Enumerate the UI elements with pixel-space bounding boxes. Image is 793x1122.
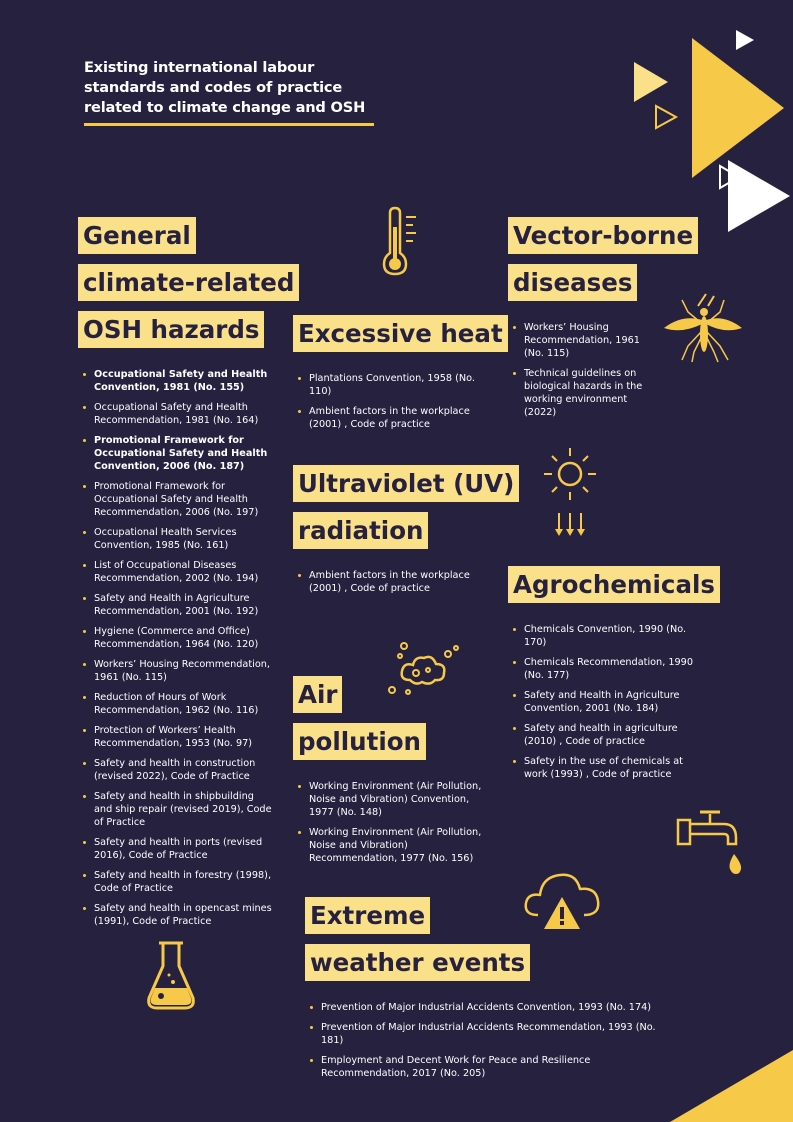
vector-list bbox=[510, 321, 660, 426]
list-item: Working Environment (Air Pollution, Noise and Vibration) Recommendation, 1977 (No. 156) bbox=[295, 826, 485, 865]
list-item: Occupational Safety and Health Recommendation, 1981 (No. 164) bbox=[80, 401, 275, 427]
decorative-triangles bbox=[620, 20, 793, 240]
heat-list bbox=[295, 372, 485, 438]
list-item: Workers’ Housing Recommendation, 1961 (No. 115) bbox=[510, 321, 660, 360]
list-item: Working Environment (Air Pollution, Noise and Vibration) Convention, 1977 (No. 148) bbox=[295, 780, 485, 819]
list-item: List of Occupational Diseases Recommendation, 2002 (No. 194) bbox=[80, 559, 275, 585]
section-weather-heading bbox=[305, 897, 530, 991]
heading-line: Vector-borne bbox=[508, 217, 698, 254]
list-item: Safety and health in construction (revised 2022), Code of Practice bbox=[80, 757, 275, 783]
heading-line: General bbox=[78, 217, 196, 254]
list-item: Safety and health in ports (revised 2016), Code of Practice bbox=[80, 836, 275, 862]
list-item: Safety and Health in Agriculture Recommendation, 2001 (No. 192) bbox=[80, 592, 275, 618]
list-item: Prevention of Major Industrial Accidents Recommendation, 1993 (No. 181) bbox=[307, 1021, 677, 1047]
list-item: Safety in the use of chemicals at work (1993) , Code of practice bbox=[510, 755, 700, 781]
mosquito-icon bbox=[662, 292, 744, 364]
heading-line: climate-related bbox=[78, 264, 299, 301]
section-air-heading bbox=[293, 676, 426, 770]
heading-line: Air bbox=[293, 676, 342, 713]
thermometer-icon bbox=[380, 207, 422, 277]
agro-list bbox=[510, 623, 700, 788]
list-item: Safety and health in forestry (1998), Code of Practice bbox=[80, 869, 275, 895]
section-general-heading bbox=[78, 217, 299, 358]
list-item: Chemicals Recommendation, 1990 (No. 177) bbox=[510, 656, 700, 682]
list-item: Promotional Framework for Occupational Safety and Health Recommendation, 2006 (No. 197) bbox=[80, 480, 275, 519]
list-item: Chemicals Convention, 1990 (No. 170) bbox=[510, 623, 700, 649]
heading-line: Ultraviolet (UV) bbox=[293, 465, 519, 502]
heading-line: Agrochemicals bbox=[508, 566, 720, 603]
list-item: Reduction of Hours of Work Recommendation, 1962 (No. 116) bbox=[80, 691, 275, 717]
list-item: Protection of Workers’ Health Recommendation, 1953 (No. 97) bbox=[80, 724, 275, 750]
list-item: Workers’ Housing Recommendation, 1961 (No. 115) bbox=[80, 658, 275, 684]
heading-line: weather events bbox=[305, 944, 530, 981]
sun-icon bbox=[540, 447, 602, 539]
air-list bbox=[295, 780, 485, 872]
faucet-icon bbox=[676, 806, 746, 878]
general-list bbox=[80, 368, 275, 935]
uv-list bbox=[295, 569, 485, 602]
list-item: Plantations Convention, 1958 (No. 110) bbox=[295, 372, 485, 398]
list-item: Occupational Safety and Health Convention, 1981 (No. 155) bbox=[80, 368, 275, 394]
list-item: Safety and health in agriculture (2010) , Code of practice bbox=[510, 722, 700, 748]
flask-icon bbox=[145, 938, 197, 1012]
heading-line: OSH hazards bbox=[78, 311, 264, 348]
page-title: Existing international labour standards and codes of practice related to climate change and OSH bbox=[84, 59, 366, 116]
list-item: Prevention of Major Industrial Accidents Convention, 1993 (No. 174) bbox=[307, 1001, 677, 1014]
heading-line: diseases bbox=[508, 264, 637, 301]
heading-line: Excessive heat bbox=[293, 315, 508, 352]
title-underline bbox=[84, 123, 374, 126]
heading-line: pollution bbox=[293, 723, 426, 760]
list-item: Ambient factors in the workplace (2001) , Code of practice bbox=[295, 569, 485, 595]
list-item: Promotional Framework for Occupational Safety and Health Convention, 2006 (No. 187) bbox=[80, 434, 275, 473]
heading-line: radiation bbox=[293, 512, 428, 549]
weather-list bbox=[307, 1001, 677, 1087]
list-item: Safety and health in opencast mines (1991), Code of Practice bbox=[80, 902, 275, 928]
section-heat-heading bbox=[293, 315, 508, 362]
list-item: Employment and Decent Work for Peace and Resilience Recommendation, 2017 (No. 205) bbox=[307, 1054, 677, 1080]
section-agro-heading bbox=[508, 566, 720, 613]
heading-line: Extreme bbox=[305, 897, 430, 934]
list-item: Technical guidelines on biological hazards in the working environment (2022) bbox=[510, 367, 660, 419]
decorative-corner-triangle bbox=[670, 1050, 793, 1122]
list-item: Ambient factors in the workplace (2001) , Code of practice bbox=[295, 405, 485, 431]
list-item: Occupational Health Services Convention, 1985 (No. 161) bbox=[80, 526, 275, 552]
storm-cloud-warning-icon bbox=[522, 865, 602, 933]
section-uv-heading bbox=[293, 465, 519, 559]
list-item: Safety and health in shipbuilding and ship repair (revised 2019), Code of Practice bbox=[80, 790, 275, 829]
list-item: Hygiene (Commerce and Office) Recommendation, 1964 (No. 120) bbox=[80, 625, 275, 651]
list-item: Safety and Health in Agriculture Convention, 2001 (No. 184) bbox=[510, 689, 700, 715]
